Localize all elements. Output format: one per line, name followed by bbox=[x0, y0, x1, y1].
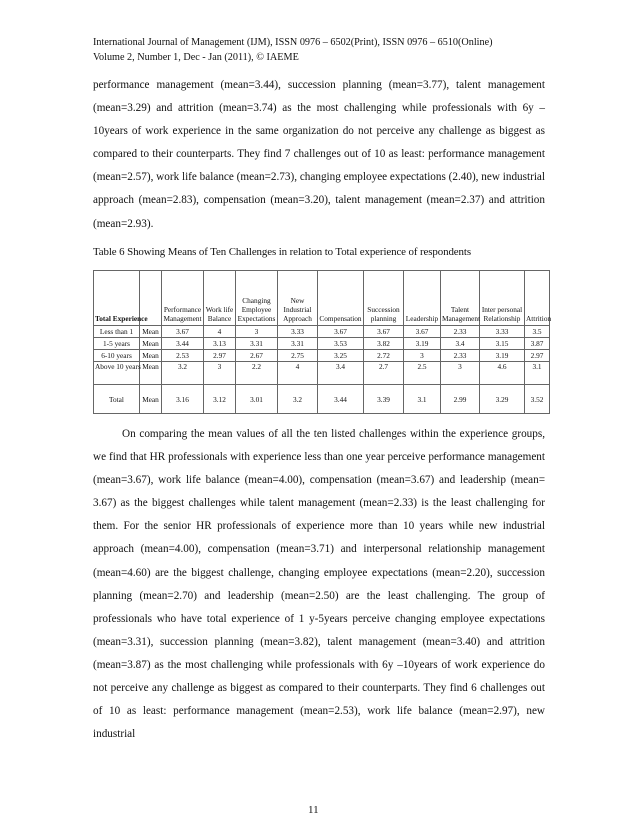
table-cell: 3.44 bbox=[162, 338, 204, 350]
table-row bbox=[94, 338, 550, 350]
col-header: Succession planning bbox=[364, 271, 404, 326]
journal-header-line2: Volume 2, Number 1, Dec - Jan (2011), © IAEME bbox=[93, 51, 299, 63]
table-cell: 2.2 bbox=[236, 362, 278, 385]
table-cell: 3.15 bbox=[480, 338, 525, 350]
table-cell: 3 bbox=[404, 350, 441, 362]
table-cell: Mean bbox=[140, 385, 162, 414]
page-number: 11 bbox=[308, 804, 319, 816]
table-cell: Mean bbox=[140, 338, 162, 350]
table-cell: 3.12 bbox=[204, 385, 236, 414]
table-cell: Above 10 years bbox=[94, 362, 140, 385]
col-header: Inter personal Relationship bbox=[480, 271, 525, 326]
table-cell: 3.87 bbox=[525, 338, 550, 350]
col-header: Attrition bbox=[525, 271, 550, 326]
table-cell: Mean bbox=[140, 350, 162, 362]
table-cell: Less than 1 bbox=[94, 326, 140, 338]
journal-header bbox=[93, 36, 553, 65]
table-cell: 3.16 bbox=[162, 385, 204, 414]
table-cell: 1-5 years bbox=[94, 338, 140, 350]
table-cell: 3.33 bbox=[278, 326, 318, 338]
table-cell: 3.01 bbox=[236, 385, 278, 414]
table-cell: 3.19 bbox=[480, 350, 525, 362]
table-row bbox=[94, 350, 550, 362]
table-header-row bbox=[94, 271, 550, 326]
table-cell: 3.31 bbox=[236, 338, 278, 350]
table-cell: 3.5 bbox=[525, 326, 550, 338]
table-cell: 3.39 bbox=[364, 385, 404, 414]
table-row bbox=[94, 362, 550, 385]
table-cell: 3.2 bbox=[278, 385, 318, 414]
col-header: Compensation bbox=[318, 271, 364, 326]
table-cell: 3 bbox=[204, 362, 236, 385]
table-cell: 3 bbox=[441, 362, 480, 385]
table-cell: 3.82 bbox=[364, 338, 404, 350]
table-cell: 4.6 bbox=[480, 362, 525, 385]
col-header: Changing Employee Expectations bbox=[236, 271, 278, 326]
table-cell: 2.53 bbox=[162, 350, 204, 362]
table-cell: 3.1 bbox=[404, 385, 441, 414]
table-cell: Mean bbox=[140, 326, 162, 338]
table-cell: 3.13 bbox=[204, 338, 236, 350]
table-cell: 3.33 bbox=[480, 326, 525, 338]
table-cell: 2.97 bbox=[204, 350, 236, 362]
table-cell: 2.97 bbox=[525, 350, 550, 362]
paragraph-2: On comparing the mean values of all the ten listed challenges within the experience groups, we find that HR professionals with experience less than one year perceive performance management (mean=3.67), work life balance (mean=4.00), compensation (mean=3.67) and leadership (mean= 3.67) as the biggest challenges while talent management (mean=2.33) is the least challenging for them. For the senior HR professionals of experience more than 10 years while new industrial approach (mean=4.00), compensation (mean=3.71) and interpersonal relationship management (mean=4.60) are the biggest challenge, changing employee expectations (mean=2.20), succession planning (mean=2.70) and leadership (mean=2.50) are the least challenging. The group of professionals who have total experience of 1 y-5years perceive changing employee expectations (mean=3.31), succession planning (mean=3.82), talent management (mean=3.40) and attrition (mean=3.87) as the most challenging while professionals with 6y –10years of work experience do not perceive any challenge as biggest as compared to their counterparts. They find 6 challenges out of 10 as least: performance management (mean=2.53), work life balance (mean=2.97), new industrial bbox=[93, 428, 545, 741]
table-cell: 3.53 bbox=[318, 338, 364, 350]
table-cell: 3.2 bbox=[162, 362, 204, 385]
table-cell: 3.19 bbox=[404, 338, 441, 350]
col-header: Work life Balance bbox=[204, 271, 236, 326]
table-row-total bbox=[94, 385, 550, 414]
table-cell: 2.33 bbox=[441, 326, 480, 338]
table-cell: Mean bbox=[140, 362, 162, 385]
table-cell: 3.4 bbox=[441, 338, 480, 350]
table-row bbox=[94, 326, 550, 338]
table-cell: 2.5 bbox=[404, 362, 441, 385]
table-cell: 3.67 bbox=[162, 326, 204, 338]
means-table bbox=[93, 270, 550, 414]
table-cell: 3.67 bbox=[364, 326, 404, 338]
table-cell: 3.25 bbox=[318, 350, 364, 362]
table-cell: 2.33 bbox=[441, 350, 480, 362]
col-header: New Industrial Approach bbox=[278, 271, 318, 326]
col-header: Total Experience bbox=[94, 271, 140, 326]
table-cell: 3.67 bbox=[404, 326, 441, 338]
table-cell: 4 bbox=[278, 362, 318, 385]
table-cell: 3.31 bbox=[278, 338, 318, 350]
table-cell: 3 bbox=[236, 326, 278, 338]
table-cell: 2.7 bbox=[364, 362, 404, 385]
table-cell: 2.72 bbox=[364, 350, 404, 362]
col-header: Talent Management bbox=[441, 271, 480, 326]
paragraph-1: performance management (mean=3.44), succession planning (mean=3.77), talent management (mean=3.29) and attrition (mean=3.74) as the most challenging while professionals with 6y –10years of work experience in the same organization do not perceive any challenge as biggest as compared to their counterparts. They find 7 challenges out of 10 as least: performance management (mean=2.57), work life balance (mean=2.73), changing employee expectations (2.40), new industrial approach (mean=2.83), compensation (mean=3.20), talent management (mean=2.37) and attrition (mean=2.93). bbox=[93, 79, 545, 230]
table-cell: 3.67 bbox=[318, 326, 364, 338]
table-cell: 3.44 bbox=[318, 385, 364, 414]
table-caption: Table 6 Showing Means of Ten Challenges in relation to Total experience of respondents bbox=[93, 246, 471, 258]
col-header: Performance Management bbox=[162, 271, 204, 326]
table-cell: 2.67 bbox=[236, 350, 278, 362]
table-cell: 3.29 bbox=[480, 385, 525, 414]
table-cell: 6-10 years bbox=[94, 350, 140, 362]
table-cell: 2.99 bbox=[441, 385, 480, 414]
table-cell: 2.75 bbox=[278, 350, 318, 362]
table-cell: Total bbox=[94, 385, 140, 414]
table-cell: 4 bbox=[204, 326, 236, 338]
col-header: Leadership bbox=[404, 271, 441, 326]
table-cell: 3.1 bbox=[525, 362, 550, 385]
table-cell: 3.52 bbox=[525, 385, 550, 414]
journal-header-line1: International Journal of Management (IJM), ISSN 0976 – 6502(Print), ISSN 0976 – 6510(Online) bbox=[93, 37, 493, 48]
table-cell: 3.4 bbox=[318, 362, 364, 385]
